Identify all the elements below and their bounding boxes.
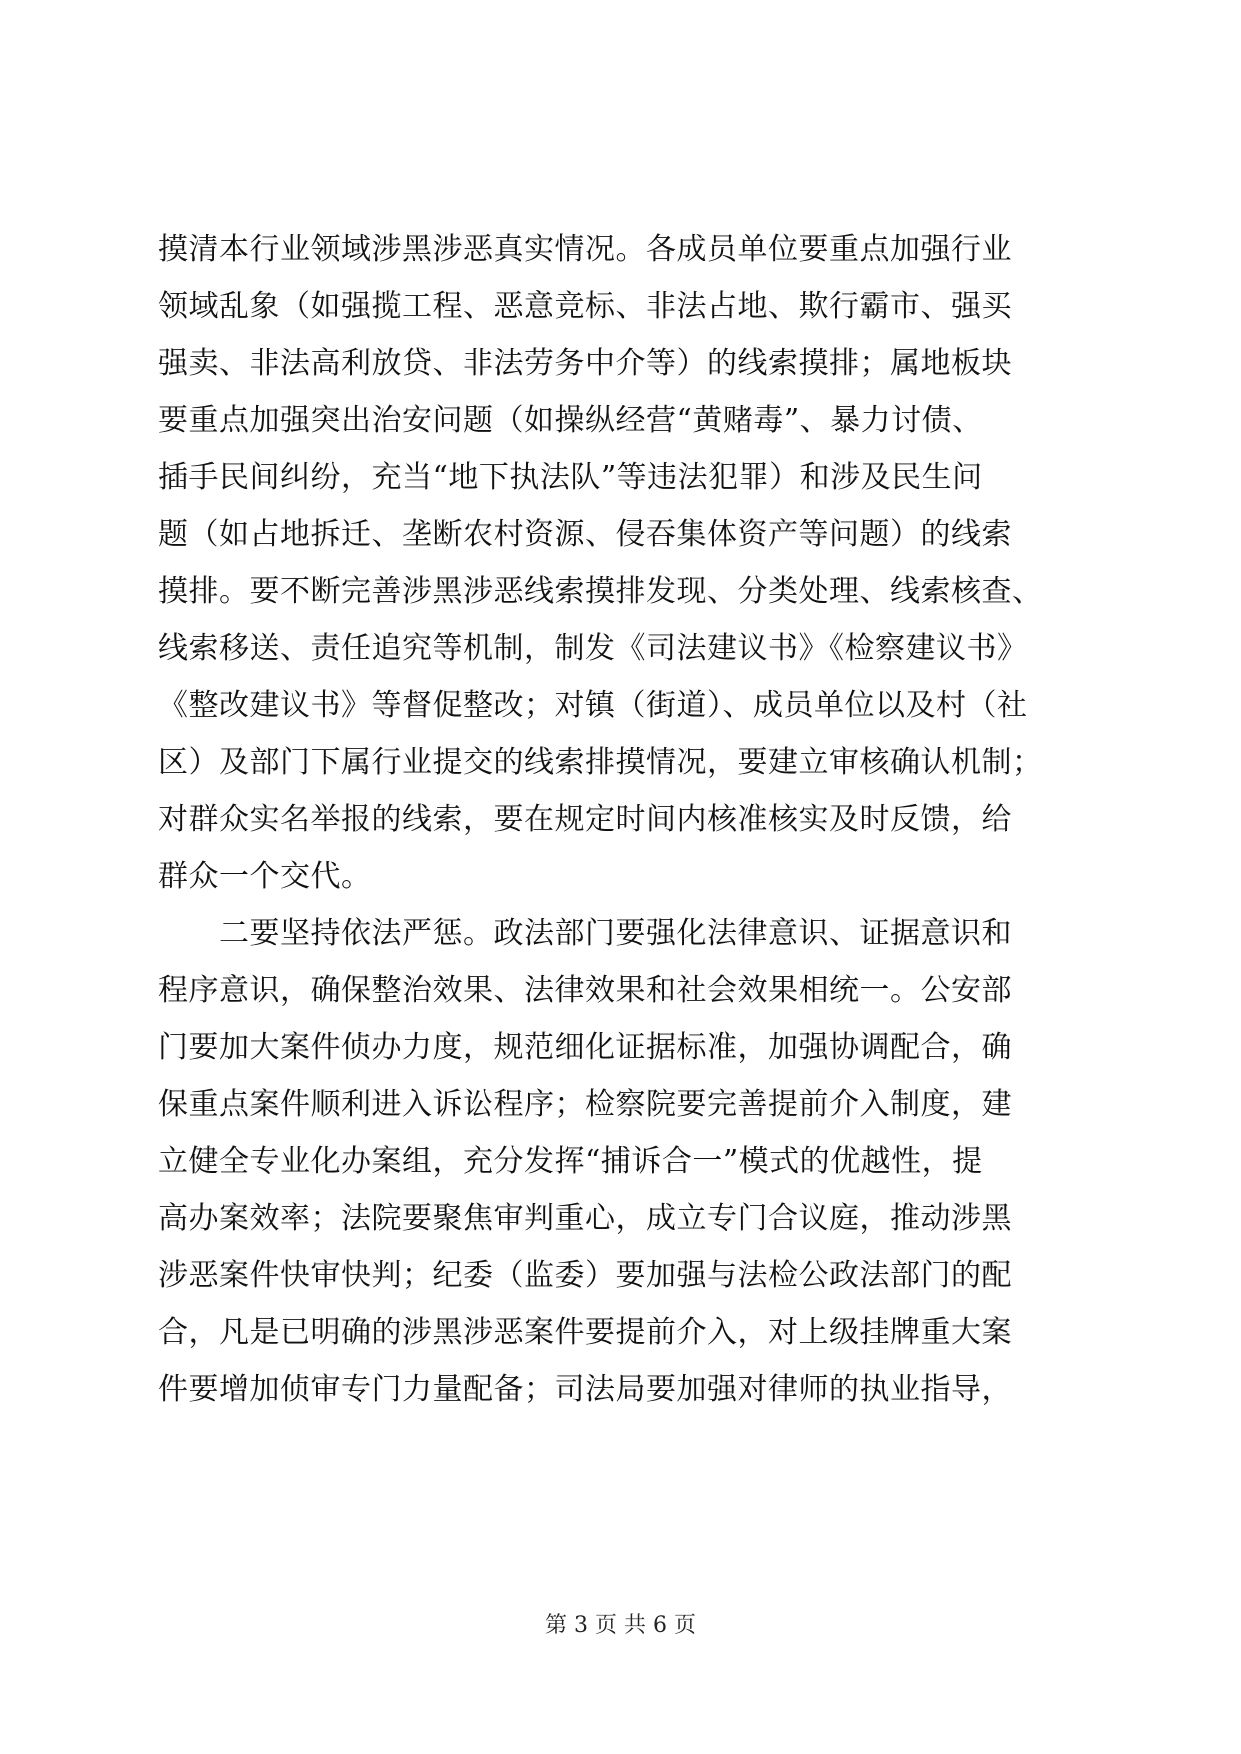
paragraph-start-line: 二要坚持依法严惩。政法部门要强化法律意识、证据意识和	[158, 916, 1012, 951]
text-line: 插手民间纠纷，充当“地下执法队”等违法犯罪）和涉及民生问	[158, 460, 983, 495]
text-line: 《整改建议书》等督促整改；对镇（街道）、成员单位以及村（社	[158, 688, 1028, 723]
text-line: 强卖、非法高利放贷、非法劳务中介等）的线索摸排；属地板块	[158, 346, 1012, 381]
text-line: 题（如占地拆迁、垄断农村资源、侵吞集体资产等问题）的线索	[158, 517, 1012, 552]
text-line: 线索移送、责任追究等机制，制发《司法建议书》《检察建议书》	[158, 631, 1028, 666]
text-line: 摸清本行业领域涉黑涉恶真实情况。各成员单位要重点加强行业	[158, 232, 1012, 267]
text-line: 区）及部门下属行业提交的线索排摸情况，要建立审核确认机制；	[158, 745, 1043, 780]
text-line: 高办案效率；法院要聚焦审判重心，成立专门合议庭，推动涉黑	[158, 1201, 1012, 1236]
page-number-footer: 第 3 页 共 6 页	[545, 1613, 696, 1638]
text-line: 摸排。要不断完善涉黑涉恶线索摸排发现、分类处理、线索核查、	[158, 574, 1043, 609]
text-line: 件要增加侦审专门力量配备；司法局要加强对律师的执业指导，	[158, 1372, 1012, 1407]
text-line: 保重点案件顺利进入诉讼程序；检察院要完善提前介入制度，建	[158, 1087, 1012, 1122]
text-line: 要重点加强突出治安问题（如操纵经营“黄赌毒”、暴力讨债、	[158, 403, 983, 438]
text-line: 对群众实名举报的线索，要在规定时间内核准核实及时反馈，给	[158, 802, 1012, 837]
text-line: 立健全专业化办案组，充分发挥“捕诉合一”模式的优越性，提	[158, 1144, 983, 1179]
text-line: 门要加大案件侦办力度，规范细化证据标准，加强协调配合，确	[158, 1030, 1012, 1065]
text-line: 涉恶案件快审快判；纪委（监委）要加强与法检公政法部门的配	[158, 1258, 1012, 1293]
text-line: 合，凡是已明确的涉黑涉恶案件要提前介入，对上级挂牌重大案	[158, 1315, 1012, 1350]
text-line: 程序意识，确保整治效果、法律效果和社会效果相统一。公安部	[158, 973, 1012, 1008]
text-line: 领域乱象（如强揽工程、恶意竞标、非法占地、欺行霸市、强买	[158, 289, 1012, 324]
text-line: 群众一个交代。	[158, 859, 372, 894]
